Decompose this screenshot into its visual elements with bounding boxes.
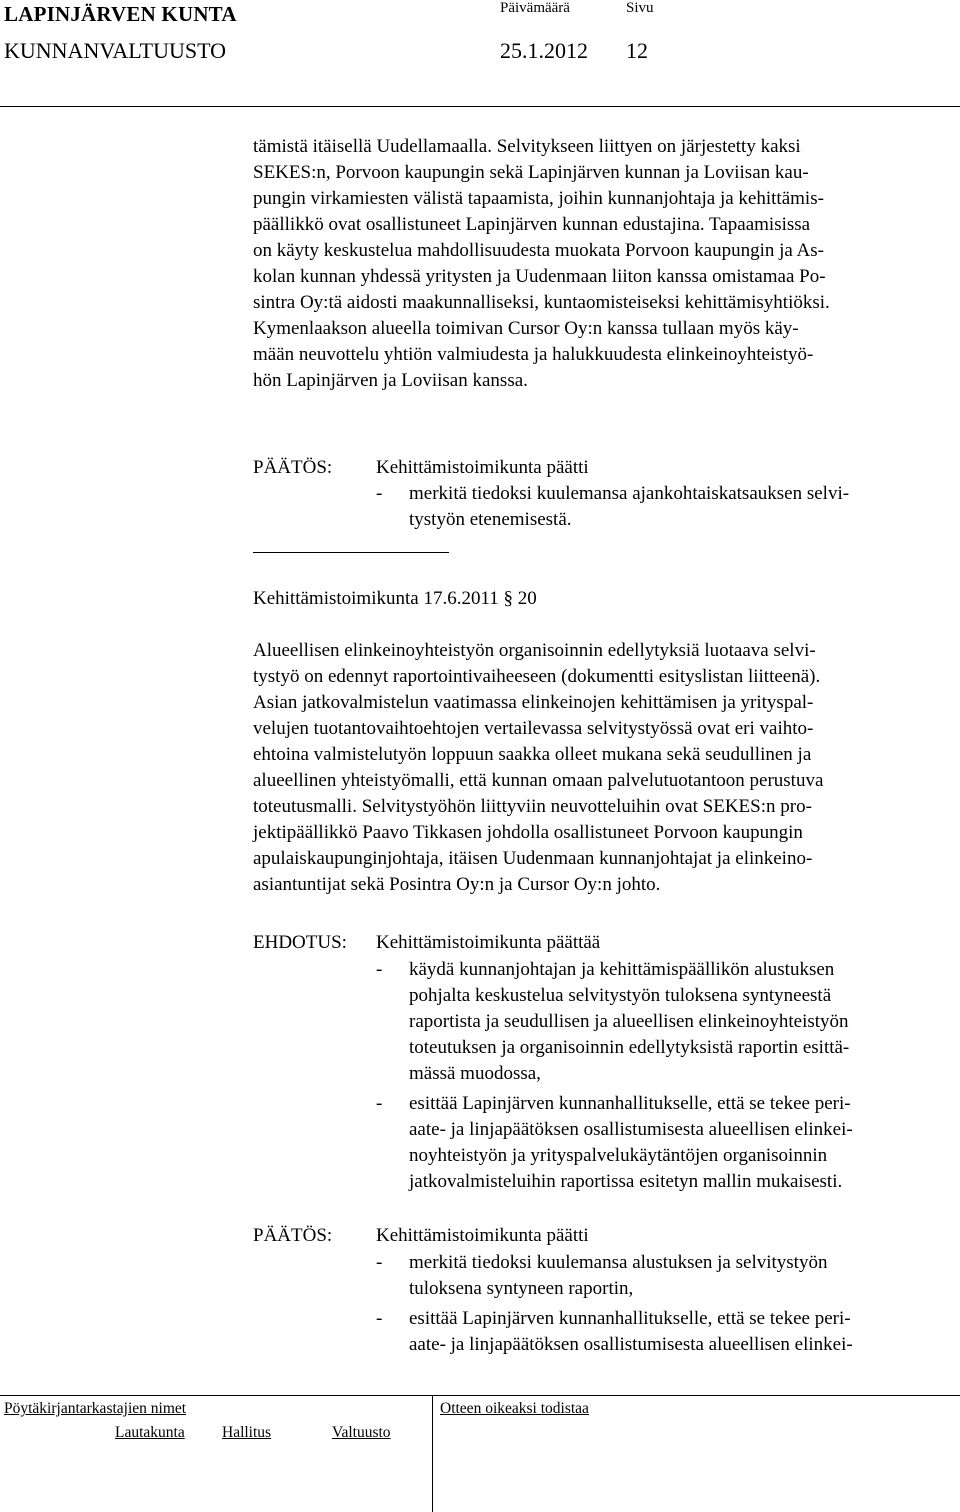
intro-paragraph — [253, 134, 953, 394]
meeting-date: 25.1.2012 — [500, 38, 588, 63]
proposal-heading: Kehittämistoimikunta päättää — [376, 932, 601, 953]
text-line: mään neuvottelu yhtiön valmiudesta ja halukkuudesta elinkeinoyhteistyö- — [253, 344, 814, 365]
page-number: 12 — [626, 38, 648, 63]
text-line: Alueellisen elinkeinoyhteistyön organisoinnin edellytyksiä luotaava selvi- — [253, 640, 816, 661]
bullet-text: merkitä tiedoksi kuulemansa alustuksen ja selvitystyön tuloksena syntyneen raportin, — [409, 1252, 828, 1299]
decision-heading: Kehittämistoimikunta päätti — [376, 457, 589, 478]
text-line: tystyö on edennyt raportointivaiheeseen (dokumentti esityslistan liitteenä). — [253, 666, 821, 687]
header-rule — [0, 106, 960, 107]
decision-label: PÄÄTÖS: — [253, 457, 333, 478]
text-line: tämistä itäisellä Uudellamaalla. Selvitykseen liittyen on järjestetty kaksi — [253, 136, 801, 157]
footer-rule — [0, 1395, 960, 1396]
text-line: hön Lapinjärven ja Loviisan kanssa. — [253, 370, 528, 391]
bullet-text: esittää Lapinjärven kunnanhallitukselle, että se tekee peri- aate- ja linjapäätöksen osallistumisesta alueellisen elinkei- — [409, 1308, 853, 1355]
decision-heading: Kehittämistoimikunta päätti — [376, 1225, 589, 1246]
text-line: päällikkö ovat osallistuneet Lapinjärven kunnan edustajina. Tapaamisissa — [253, 214, 811, 235]
page-label: Sivu — [626, 0, 654, 16]
board-label: Lautakunta — [115, 1424, 185, 1441]
body-paragraph — [253, 638, 953, 898]
bullet-dash: - — [376, 1308, 383, 1329]
organization-name: LAPINJÄRVEN KUNTA — [4, 2, 237, 26]
bullet-dash: - — [376, 1252, 383, 1273]
council-label: Valtuusto — [332, 1424, 391, 1441]
bullet-dash: - — [376, 959, 383, 980]
text-line: kolan kunnan yhdessä yritysten ja Uudenmaan liiton kanssa omistamaa Po- — [253, 266, 826, 287]
body-name: KUNNANVALTUUSTO — [4, 38, 227, 63]
date-label: Päivämäärä — [500, 0, 570, 16]
section-separator — [253, 552, 449, 553]
proposal-label: EHDOTUS: — [253, 932, 347, 953]
text-line: apulaiskaupunginjohtaja, itäisen Uudenmaan kunnanjohtajat ja elinkeino- — [253, 848, 813, 869]
text-line: velujen tuotantovaihtoehtojen vertailevassa selvitystyössä ovat eri vaihto- — [253, 718, 814, 739]
text-line: jektipäällikkö Paavo Tikkasen johdolla osallistuneet Porvoon kaupungin — [253, 822, 803, 843]
certified-label: Otteen oikeaksi todistaa — [440, 1400, 589, 1417]
bullet-text: käydä kunnanjohtajan ja kehittämispäällikön alustuksen pohjalta keskustelua selvitystyön tuloksena syntyneestä raportista ja seudullisen ja alueellisen elinkeinoyhteistyön toteutuksen ja organisoinnin edellytyksistä raportin esittä- mässä muodossa, — [409, 959, 850, 1084]
text-line: toteutusmalli. Selvitystyöhön liittyviin neuvotteluihin ovat SEKES:n pro- — [253, 796, 812, 817]
bullet-dash: - — [376, 483, 383, 504]
text-line: asiantuntijat sekä Posintra Oy:n ja Cursor Oy:n johto. — [253, 874, 661, 895]
text-line: ehtoina valmistelutyön loppuun saakka olleet mukana sekä seudullinen ja — [253, 744, 812, 765]
text-line: alueellinen yhteistyömalli, että kunnan omaan palvelutuotantoon perustuva — [253, 770, 824, 791]
decision-label: PÄÄTÖS: — [253, 1225, 333, 1246]
government-label: Hallitus — [222, 1424, 272, 1441]
text-line: Kymenlaakson alueella toimivan Cursor Oy:n kanssa tullaan myös käy- — [253, 318, 799, 339]
bullet-text: merkitä tiedoksi kuulemansa ajankohtaiskatsauksen selvi- tystyön etenemisestä. — [409, 483, 850, 530]
text-line: Asian jatkovalmistelun vaatimassa elinkeinojen kehittämisen ja yrityspal- — [253, 692, 814, 713]
section-title: Kehittämistoimikunta 17.6.2011 § 20 — [253, 588, 537, 609]
text-line: SEKES:n, Porvoon kaupungin sekä Lapinjärven kunnan ja Loviisan kau- — [253, 162, 809, 183]
text-line: on käyty keskustelua mahdollisuudesta muokata Porvoon kaupungin ja As- — [253, 240, 824, 261]
bullet-dash: - — [376, 1093, 383, 1114]
bullet-text: esittää Lapinjärven kunnanhallitukselle, että se tekee peri- aate- ja linjapäätöksen osallistumisesta alueellisen elinkei- noyhteistyön ja yrityspalvelukäytäntöjen organisoinnin jatkovalmisteluihin raportissa esitetyn mallin mukaisesti. — [409, 1093, 853, 1192]
text-line: pungin virkamiesten välistä tapaamista, joihin kunnanjohtaja ja kehittämis- — [253, 188, 824, 209]
inspectors-label: Pöytäkirjantarkastajien nimet — [4, 1400, 187, 1417]
text-line: sintra Oy:tä aidosti maakunnalliseksi, kuntaomisteiseksi kehittämisyhtiöksi. — [253, 292, 830, 313]
footer-divider — [432, 1395, 433, 1512]
